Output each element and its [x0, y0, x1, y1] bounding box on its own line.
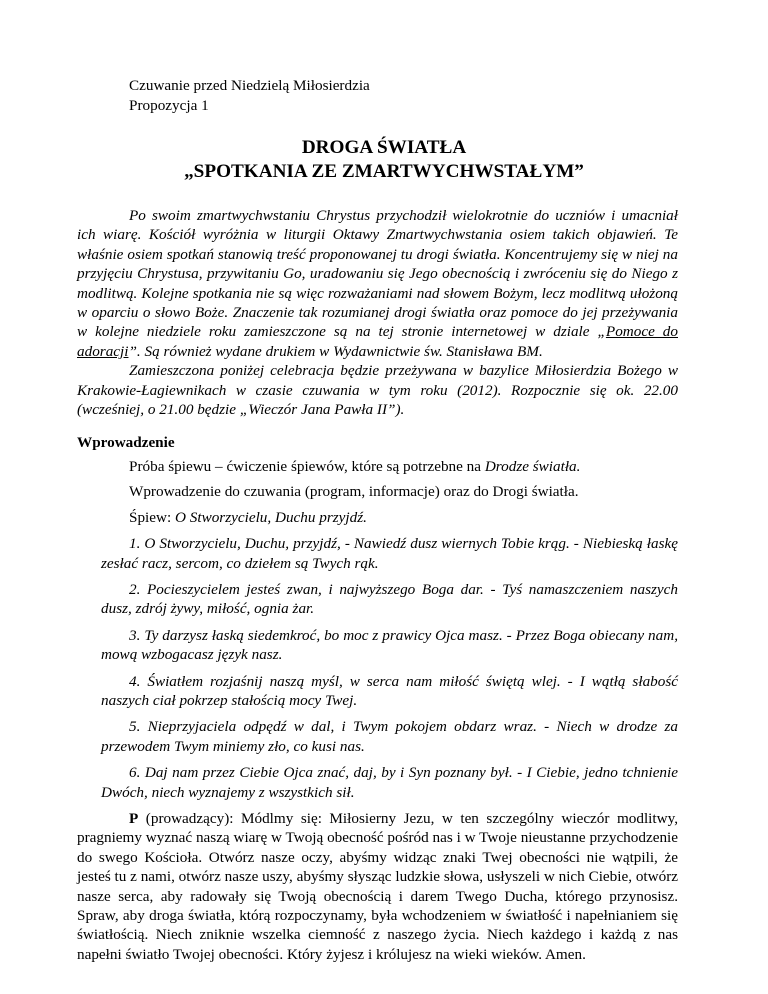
hymn-stanza: 3. Ty darzysz łaską siedemkroć, bo moc z prawicy Ojca masz. - Przez Boga obiecany nam, mową wzbogacasz język nasz. [101, 626, 678, 664]
song-label: Śpiew: [129, 508, 175, 526]
hymn-stanza: 5. Nieprzyjaciela odpędź w dal, i Twym pokojem obdarz wraz. - Niech w drodze za przewodem Twym miniemy zło, co kusi nas. [101, 718, 678, 755]
hymn-stanza: 6. Daj nam przez Ciebie Ojca znać, daj, by i Syn poznany był. - I Ciebie, jedno tchnienie Dwóch, niech wyznajemy z wszystkich sił. [101, 764, 678, 801]
rehearsal-italic: Drodze światła. [484, 457, 581, 475]
hymn [77, 534, 678, 802]
song-line [129, 508, 678, 527]
section-heading: Wprowadzenie [77, 434, 175, 452]
intro-lines [129, 457, 678, 527]
leader-label: P [129, 809, 139, 827]
title-line-2: „SPOTKANIA ZE ZMARTWYCHWSTAŁYM” [184, 161, 584, 182]
celebration-paragraph: Zamieszczona poniżej celebracja będzie przeżywana w bazylice Miłosierdzia Bożego w Krakowie-Łagiewnikach w czasie czuwania w tym roku (2012). Rozpocznie się ok. 22.00 (wcześniej, o 21.00 będzie „Wieczór Jana Pawła II”). [77, 362, 678, 419]
rehearsal-line [129, 457, 678, 476]
introduction-line: Wprowadzenie do czuwania (program, informacje) oraz do Drogi światła. [129, 483, 579, 501]
rehearsal-text: Próba śpiewu – ćwiczenie śpiewów, które są potrzebne na [129, 457, 485, 475]
intro-text: Po swoim zmartwychwstaniu Chrystus przychodził wielokrotnie do uczniów i umacniał ich wiarę. Kościół wyróżnia w liturgii Oktawy Zmartwychwstania osiem takich objawień. Te właśnie osiem spotkań stanowią treść proponowanej tu drogi światła. Koncentrujemy się w niej na przyjęciu Chrystusa, przywitaniu Go, uradowaniu się Jego obecnością i zwróceniu się do Niego z modlitwą. Kolejne spotkania nie są więc rozważaniami nad słowem Bożym, lecz modlitwą ułożoną w oparciu o słowo Boże. Znaczenie tak rozumianej drogi światła oraz pomoce do jej przeżywania w kolejne niedziele roku zamieszczone są na tej stronie internetowej w dziale „ [77, 207, 678, 341]
document-header [129, 76, 370, 116]
document-body [77, 206, 678, 964]
hymn-stanza: 1. O Stworzycielu, Duchu, przyjdź, - Nawiedź dusz wiernych Tobie krąg. - Niebieską łaskę zesłać racz, sercom, co dziełem są Twych rąk. [101, 535, 678, 572]
header-event: Czuwanie przed Niedzielą Miłosierdzia [129, 77, 370, 94]
intro-paragraph [77, 206, 678, 361]
page-title [0, 136, 768, 184]
header-proposal: Propozycja 1 [129, 97, 209, 114]
hymn-stanza: 4. Światłem rozjaśnij naszą myśl, w serca nam miłość świętą wlej. - I wątłą słabość naszych ciał pokrzep stałością mocy Twej. [101, 672, 678, 709]
prayer-text: (prowadzący): Módlmy się: Miłosierny Jezu, w ten szczególny wieczór modlitwy, pragniemy wyznać naszą wiarę w Twoją obecność pośród nas i w Twoje nieustanne przychodzenie do swego Kościoła. Otwórz nasze oczy, abyśmy widząc znaki Twej obecności nie wątpili, że jesteś tu z nami, otwórz nasze uszy, abyśmy słysząc ludzkie słowa, usłyszeli w nich Ciebie, otwórz nasze serca, aby radowały się Twoją obecnością i darem Twego Ducha, którego przynosisz. Spraw, aby droga światła, którą rozpoczynamy, była wchodzeniem w światłość i napełnianiem się światłością. Niech zniknie wszelka ciemność z naszego życia. Niech każdego i każdą z nas napełni światło Twojej obecności. Który żyjesz i królujesz na wieki wieków. Amen. [77, 809, 678, 963]
hymn-stanza: 2. Pocieszycielem jesteś zwan, i najwyższego Boga dar. - Tyś namaszczeniem naszych dusz, zdrój żywy, miłość, ognia żar. [101, 580, 678, 618]
opening-prayer [77, 809, 678, 964]
song-title: O Stworzycielu, Duchu przyjdź. [175, 508, 367, 526]
intro-text-end: ”. Są również wydane drukiem w Wydawnictwie św. Stanisława BM. [128, 342, 543, 360]
adoration-link[interactable]: Pomoce do adoracji [77, 323, 678, 360]
title-line-1: DROGA ŚWIATŁA [301, 137, 467, 158]
